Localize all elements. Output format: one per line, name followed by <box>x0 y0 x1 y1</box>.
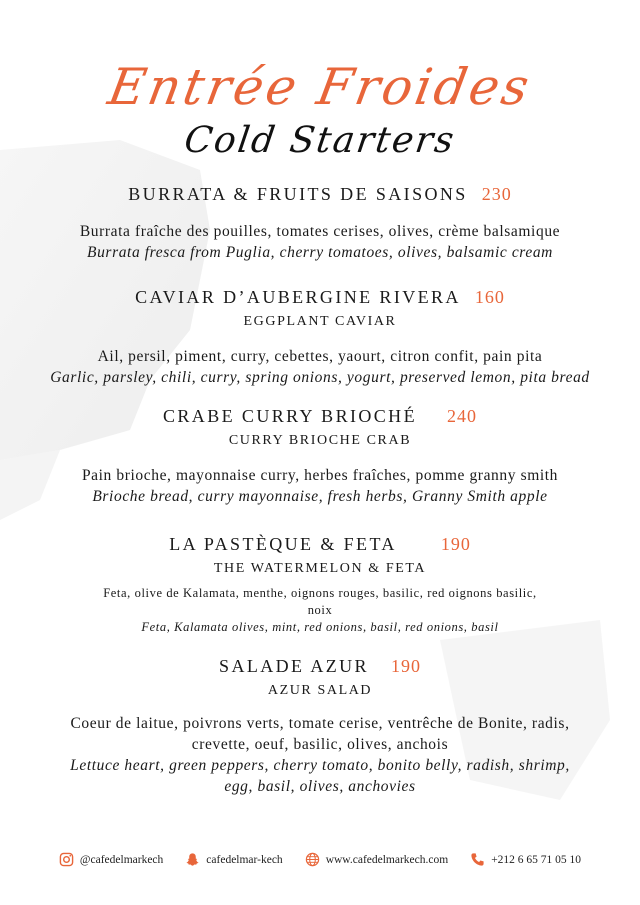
title-french: Entrée Froides <box>104 58 536 116</box>
item-description-fr: Pain brioche, mayonnaise curry, herbes fraîches, pomme granny smith <box>81 467 559 484</box>
item-description-fr: Ail, persil, piment, curry, cebettes, yaourt, citron confit, pain pita <box>97 348 543 365</box>
instagram-icon <box>59 852 74 867</box>
website-url: www.cafedelmarkech.com <box>325 853 449 866</box>
item-name-line <box>0 534 640 555</box>
item-subtitle: AZUR SALAD <box>267 683 373 698</box>
item-name: LA PASTÈQUE & FETA <box>169 534 397 554</box>
phone-icon <box>470 852 485 867</box>
phone-number: +212 6 65 71 05 10 <box>491 853 582 866</box>
item-price: 190 <box>440 534 471 554</box>
item-name-line <box>0 184 640 205</box>
item-name: BURRATA & FRUITS DE SAISONS <box>128 184 468 204</box>
item-name: SALADE AZUR <box>219 656 369 676</box>
item-price: 190 <box>390 656 421 676</box>
item-price: 240 <box>446 406 477 426</box>
menu-item <box>0 287 640 388</box>
item-description-fr: Feta, olive de Kalamata, menthe, oignons rouges, basilic, red oignons basilic, <box>103 586 537 600</box>
footer-phone[interactable] <box>470 852 581 867</box>
item-price: 160 <box>474 287 505 307</box>
globe-icon <box>305 852 320 867</box>
item-name: CAVIAR D’AUBERGINE RIVERA <box>135 287 461 307</box>
menu-item <box>0 406 640 507</box>
item-name-line <box>0 406 640 427</box>
item-description-en: Brioche bread, curry mayonnaise, fresh herbs, Granny Smith apple <box>92 488 548 505</box>
snapchat-handle: cafedelmar-kech <box>206 853 283 866</box>
menu-item <box>0 656 640 797</box>
menu-item <box>0 534 640 636</box>
item-description-en: Garlic, parsley, chili, curry, spring onions, yogurt, preserved lemon, pita bread <box>50 369 590 386</box>
item-description-en: Lettuce heart, green peppers, cherry tomato, bonito belly, radish, shrimp, <box>70 757 570 774</box>
item-subtitle: EGGPLANT CAVIAR <box>243 314 397 329</box>
item-description-en: Burrata fresca from Puglia, cherry tomatoes, olives, balsamic cream <box>87 244 553 261</box>
item-description-en: egg, basil, olives, anchovies <box>224 778 416 795</box>
item-description-fr: Coeur de laitue, poivrons verts, tomate cerise, ventrêche de Bonite, radis, <box>70 715 570 732</box>
item-subtitle: CURRY BRIOCHE CRAB <box>228 433 412 448</box>
item-name: CRABE CURRY BRIOCHÉ <box>163 406 417 426</box>
item-description-en: Feta, Kalamata olives, mint, red onions, basil, red onions, basil <box>141 620 499 634</box>
footer-snapchat[interactable] <box>185 852 282 867</box>
item-price: 230 <box>481 184 512 204</box>
item-subtitle: THE WATERMELON & FETA <box>213 561 427 576</box>
item-description-fr: noix <box>307 603 333 617</box>
item-name-line <box>0 656 640 677</box>
instagram-handle: @cafedelmarkech <box>79 853 164 866</box>
snapchat-icon <box>185 852 200 867</box>
footer-instagram[interactable] <box>59 852 163 867</box>
title-english: Cold Starters <box>181 120 459 161</box>
menu-item <box>0 184 640 263</box>
item-description-fr: crevette, oeuf, basilic, olives, anchois <box>191 736 449 753</box>
footer-website[interactable] <box>305 852 449 867</box>
item-description-fr: Burrata fraîche des pouilles, tomates cerises, olives, crème balsamique <box>79 223 561 240</box>
item-name-line <box>0 287 640 308</box>
footer-contacts <box>0 852 640 867</box>
